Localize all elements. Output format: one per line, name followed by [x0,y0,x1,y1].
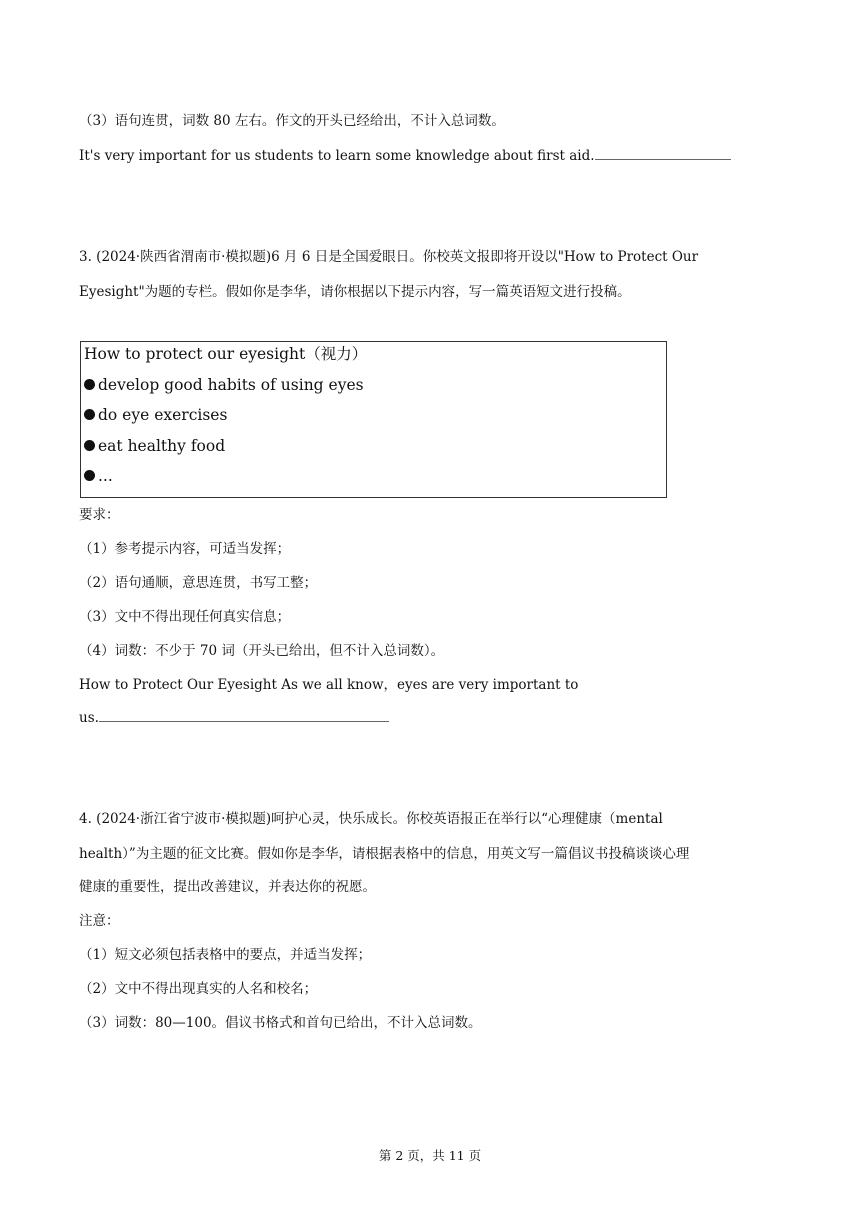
page-number-footer: 第 2 页，共 11 页 [378,1148,482,1163]
hint-item-text: ... [98,467,113,485]
note-item: （1）短文必须包括表格中的要点，并适当发挥； [79,947,372,963]
essay-starter-text: It's very important for us students to learn some knowledge about first aid. [79,148,595,164]
hint-item-text: develop good habits of using eyes [98,376,364,394]
answer-blank [595,147,731,160]
requirement-item: （2）语句通顺，意思连贯，书写工整； [79,575,318,591]
bullet-icon [84,379,95,390]
question-4-prompt-line-3: 健康的重要性，提出改善建议，并表达你的祝愿。 [79,879,376,895]
bullet-icon [84,409,95,420]
hint-box-title: How to protect our eyesight（视力） [84,345,368,363]
requirement-line: （3）语句连贯，词数 80 左右。作文的开头已经给出，不计入总词数。 [79,113,505,129]
essay-starter-text: us. [79,710,99,726]
essay-starter-line: How to Protect Our Eyesight As we all know，eyes are very important to [79,677,579,693]
bullet-icon [84,470,95,481]
hint-item [84,466,113,486]
essay-starter-line [79,147,731,165]
requirement-item: （3）文中不得出现任何真实信息； [79,609,291,625]
hint-item-text: do eye exercises [98,406,228,424]
hint-box [80,341,667,498]
essay-starter-line [79,709,389,727]
notes-heading: 注意： [79,913,120,929]
question-3-prompt-line-2: Eyesight"为题的专栏。假如你是李华，请你根据以下提示内容，写一篇英语短文进行投稿。 [79,284,631,300]
hint-item [84,436,225,456]
requirements-heading: 要求： [79,507,120,523]
question-4-prompt-line-2: health）”为主题的征文比赛。假如你是李华，请根据表格中的信息，用英文写一篇倡议书投稿谈谈心理 [79,846,690,862]
note-item: （2）文中不得出现真实的人名和校名； [79,981,318,997]
requirement-item: （1）参考提示内容，可适当发挥； [79,541,291,557]
answer-blank [99,709,389,722]
note-item: （3）词数：80—100。倡议书格式和首句已给出，不计入总词数。 [79,1015,482,1031]
hint-item [84,405,227,425]
question-4-prompt-line-1: 4. (2024·浙江省宁波市·模拟题)呵护心灵，快乐成长。你校英语报正在举行以“心理健康（mental [79,811,663,827]
requirement-item: （4）词数：不少于 70 词（开头已给出，但不计入总词数）。 [79,643,445,659]
hint-item-text: eat healthy food [98,437,226,455]
hint-item [84,375,364,395]
question-3-prompt-line-1: 3. (2024·陕西省渭南市·模拟题)6 月 6 日是全国爱眼日。你校英文报即将开设以"How to Protect Our [79,249,699,265]
bullet-icon [84,440,95,451]
